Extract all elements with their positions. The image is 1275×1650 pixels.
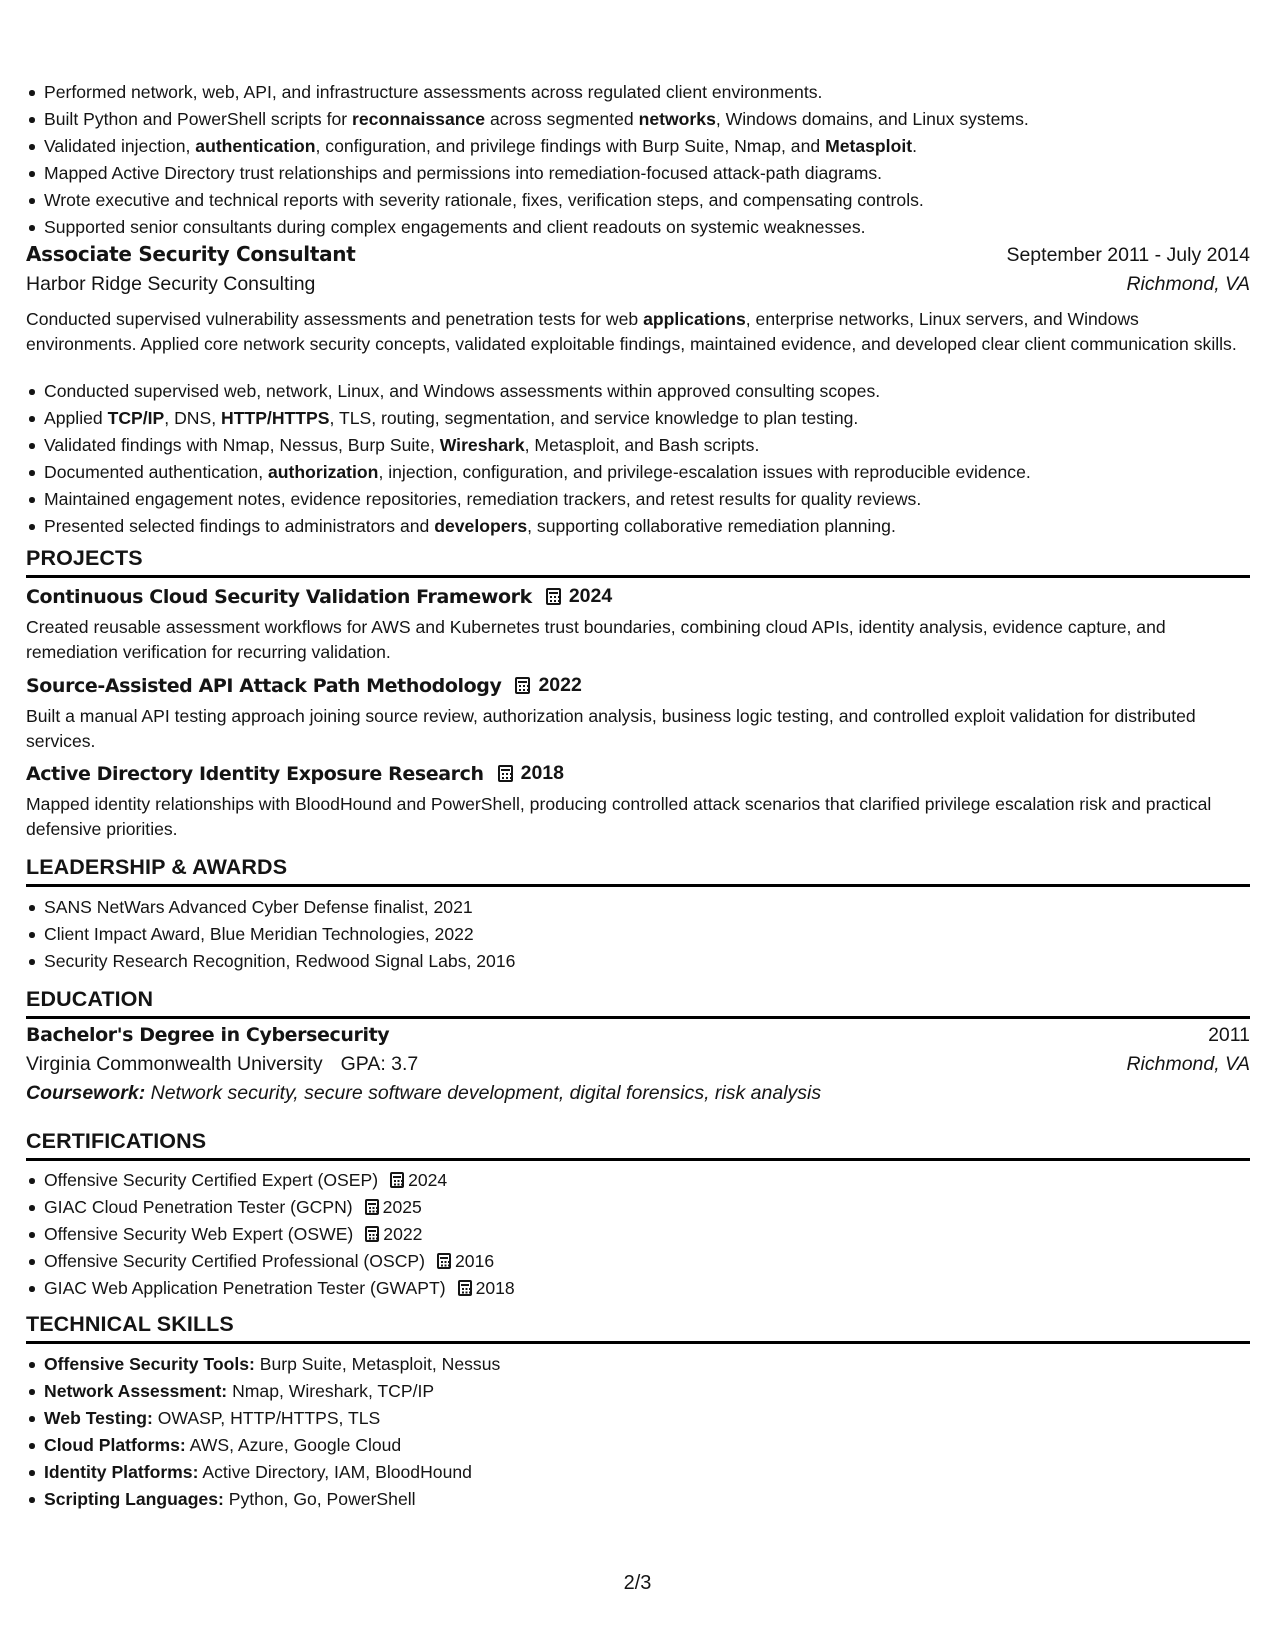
coursework-value: Network security, secure software development, digital forensics, risk analysis bbox=[150, 1082, 822, 1104]
certification-name: GIAC Web Application Penetration Tester (GWAPT) bbox=[44, 1278, 446, 1298]
certification-item bbox=[26, 1221, 515, 1248]
text-segment: Documented authentication, bbox=[44, 462, 268, 482]
text-segment: , TLS, routing, segmentation, and service knowledge to plan testing. bbox=[329, 408, 859, 428]
list-item bbox=[26, 513, 1031, 540]
bold-keyword: developers bbox=[434, 516, 528, 536]
job-title: Associate Security Consultant bbox=[26, 242, 356, 266]
skill-label: Cloud Platforms: bbox=[44, 1435, 186, 1455]
text-segment: , Windows domains, and Linux systems. bbox=[715, 109, 1029, 129]
calendar-icon bbox=[458, 1280, 472, 1296]
section-heading-skills: TECHNICAL SKILLS bbox=[26, 1312, 1250, 1344]
education-degree: Bachelor's Degree in Cybersecurity bbox=[26, 1024, 390, 1046]
certification-name: GIAC Cloud Penetration Tester (GCPN) bbox=[44, 1197, 353, 1217]
bold-keyword: TCP/IP bbox=[107, 408, 165, 428]
calendar-icon bbox=[365, 1199, 379, 1215]
calendar-icon bbox=[515, 677, 530, 694]
calendar-icon bbox=[437, 1253, 451, 1269]
certification-year: 2024 bbox=[408, 1170, 448, 1190]
section-heading-leadership: LEADERSHIP & AWARDS bbox=[26, 855, 1250, 887]
section-heading-projects: PROJECTS bbox=[26, 546, 1250, 578]
project-description: Mapped identity relationships with BloodHound and PowerShell, producing controlled attack scenarios that clarified privilege escalation risk and practical defensive priorities. bbox=[26, 794, 1212, 839]
certification-year: 2025 bbox=[382, 1197, 422, 1217]
text-segment: , Metasploit, and Bash scripts. bbox=[524, 435, 760, 455]
page-number: 2/3 bbox=[623, 1572, 652, 1594]
text-segment: , supporting collaborative remediation planning. bbox=[527, 516, 896, 536]
job-dates: September 2011 - July 2014 bbox=[1006, 244, 1250, 266]
project-description: Created reusable assessment workflows for AWS and Kubernetes trust boundaries, combining cloud APIs, identity analysis, evidence capture, and remediation verification for recurring validation. bbox=[26, 617, 1166, 662]
text-segment: Performed network, web, API, and infrastructure assessments across regulated client environments. bbox=[44, 82, 823, 102]
text-segment: Applied bbox=[44, 408, 108, 428]
certification-item bbox=[26, 1167, 515, 1194]
skill-item bbox=[26, 1432, 500, 1459]
job-location: Richmond, VA bbox=[1126, 273, 1250, 295]
list-item bbox=[26, 405, 1031, 432]
list-item bbox=[26, 79, 1029, 106]
text-segment: , injection, configuration, and privilege-escalation issues with reproducible evidence. bbox=[378, 462, 1031, 482]
job-summary bbox=[26, 307, 1241, 356]
education-school: Virginia Commonwealth University bbox=[26, 1053, 323, 1075]
text-segment: Built Python and PowerShell scripts for bbox=[44, 109, 353, 129]
job-bullets bbox=[26, 378, 1031, 540]
skill-value: Python, Go, PowerShell bbox=[228, 1489, 416, 1509]
education-school-row bbox=[26, 1053, 1250, 1076]
resume-page bbox=[26, 0, 1250, 1650]
education-degree-row bbox=[26, 1024, 1250, 1047]
text-segment: , enterprise networks, Linux servers, and Windows environments. Applied core network security concepts, validated exploitable findings, maintained evidence, and developed clear client communication skills. bbox=[26, 309, 1237, 354]
skill-value: Nmap, Wireshark, TCP/IP bbox=[232, 1381, 435, 1401]
skill-value: AWS, Azure, Google Cloud bbox=[189, 1435, 402, 1455]
list-item bbox=[26, 187, 1029, 214]
text-segment: , configuration, and privilege findings with Burp Suite, Nmap, and bbox=[315, 136, 826, 156]
previous-job-bullets bbox=[26, 79, 1029, 241]
calendar-icon bbox=[365, 1226, 379, 1242]
skill-label: Offensive Security Tools: bbox=[44, 1354, 255, 1374]
text-segment: Mapped Active Directory trust relationships and permissions into remediation-focused attack-path diagrams. bbox=[44, 163, 883, 183]
project-header bbox=[26, 674, 582, 697]
project-header bbox=[26, 585, 612, 608]
list-item bbox=[26, 133, 1029, 160]
bold-keyword: reconnaissance bbox=[352, 109, 486, 129]
education-gpa: GPA: 3.7 bbox=[340, 1053, 419, 1075]
bold-keyword: applications bbox=[643, 309, 746, 329]
certification-name: Offensive Security Certified Professional (OSCP) bbox=[44, 1251, 426, 1271]
project-header bbox=[26, 762, 564, 785]
certification-year: 2018 bbox=[475, 1278, 515, 1298]
text-segment: Validated findings with Nmap, Nessus, Burp Suite, bbox=[44, 435, 440, 455]
education-year: 2011 bbox=[1208, 1024, 1250, 1046]
calendar-icon bbox=[546, 588, 561, 605]
list-item bbox=[26, 432, 1031, 459]
certification-item bbox=[26, 1194, 515, 1221]
certification-item bbox=[26, 1248, 515, 1275]
skill-label: Web Testing: bbox=[44, 1408, 153, 1428]
bold-keyword: networks bbox=[638, 109, 716, 129]
project-year: 2018 bbox=[520, 762, 564, 784]
text-segment: Conducted supervised web, network, Linux, and Windows assessments within approved consulting scopes. bbox=[44, 381, 881, 401]
text-segment: . bbox=[912, 136, 917, 156]
list-item bbox=[26, 378, 1031, 405]
list-item: Client Impact Award, Blue Meridian Technologies, 2022 bbox=[26, 921, 515, 948]
skill-label: Scripting Languages: bbox=[44, 1489, 224, 1509]
skill-value: Burp Suite, Metasploit, Nessus bbox=[259, 1354, 501, 1374]
section-heading-certifications: CERTIFICATIONS bbox=[26, 1129, 1250, 1161]
certifications-list bbox=[26, 1167, 515, 1302]
text-segment: Maintained engagement notes, evidence repositories, remediation trackers, and retest results for quality reviews. bbox=[44, 489, 922, 509]
job-company: Harbor Ridge Security Consulting bbox=[26, 273, 316, 295]
text-segment: Presented selected findings to administrators and bbox=[44, 516, 435, 536]
certification-year: 2022 bbox=[383, 1224, 423, 1244]
project-year: 2024 bbox=[568, 585, 613, 607]
skill-value: OWASP, HTTP/HTTPS, TLS bbox=[157, 1408, 381, 1428]
bold-keyword: authorization bbox=[267, 462, 379, 482]
education-coursework bbox=[26, 1082, 821, 1105]
bold-keyword: authentication bbox=[195, 136, 316, 156]
list-item bbox=[26, 459, 1031, 486]
list-item bbox=[26, 214, 1029, 241]
job-header bbox=[26, 242, 1250, 267]
text-segment: Conducted supervised vulnerability assessments and penetration tests for web bbox=[26, 309, 644, 329]
project-title: Source-Assisted API Attack Path Methodology bbox=[26, 674, 502, 697]
text-segment: Supported senior consultants during complex engagements and client readouts on systemic weaknesses. bbox=[44, 217, 866, 237]
text-segment: Validated injection, bbox=[44, 136, 196, 156]
text-segment: Wrote executive and technical reports with severity rationale, fixes, verification steps, and compensating controls. bbox=[44, 190, 924, 210]
skill-item bbox=[26, 1459, 500, 1486]
certification-name: Offensive Security Certified Expert (OSEP) bbox=[44, 1170, 379, 1190]
project-title: Continuous Cloud Security Validation Framework bbox=[26, 585, 532, 608]
list-item bbox=[26, 106, 1029, 133]
list-item bbox=[26, 486, 1031, 513]
bold-keyword: Wireshark bbox=[439, 435, 525, 455]
skill-label: Network Assessment: bbox=[44, 1381, 228, 1401]
certification-item bbox=[26, 1275, 515, 1302]
certification-name: Offensive Security Web Expert (OSWE) bbox=[44, 1224, 354, 1244]
list-item: Security Research Recognition, Redwood Signal Labs, 2016 bbox=[26, 948, 515, 975]
skill-item bbox=[26, 1378, 500, 1405]
certification-year: 2016 bbox=[455, 1251, 495, 1271]
skill-item bbox=[26, 1351, 500, 1378]
skills-list bbox=[26, 1351, 500, 1513]
text-segment: across segmented bbox=[485, 109, 639, 129]
education-school-group bbox=[26, 1053, 418, 1076]
job-company-row bbox=[26, 273, 1250, 296]
bold-keyword: HTTP/HTTPS bbox=[221, 408, 330, 428]
list-item: SANS NetWars Advanced Cyber Defense finalist, 2021 bbox=[26, 894, 515, 921]
skill-label: Identity Platforms: bbox=[44, 1462, 199, 1482]
list-item bbox=[26, 160, 1029, 187]
skill-value: Active Directory, IAM, BloodHound bbox=[202, 1462, 472, 1482]
bold-keyword: Metasploit bbox=[825, 136, 913, 156]
skill-item bbox=[26, 1405, 500, 1432]
coursework-label: Coursework: bbox=[26, 1082, 146, 1104]
project-description: Built a manual API testing approach joining source review, authorization analysis, business logic testing, and controlled exploit validation for distributed services. bbox=[26, 706, 1196, 751]
education-location: Richmond, VA bbox=[1126, 1053, 1250, 1075]
project-title: Active Directory Identity Exposure Research bbox=[26, 762, 484, 785]
text-segment: , DNS, bbox=[164, 408, 221, 428]
awards-list bbox=[26, 894, 515, 975]
section-heading-education: EDUCATION bbox=[26, 987, 1250, 1019]
project-year: 2022 bbox=[538, 674, 582, 696]
skill-item bbox=[26, 1486, 500, 1513]
calendar-icon bbox=[498, 765, 513, 782]
calendar-icon bbox=[390, 1172, 404, 1188]
